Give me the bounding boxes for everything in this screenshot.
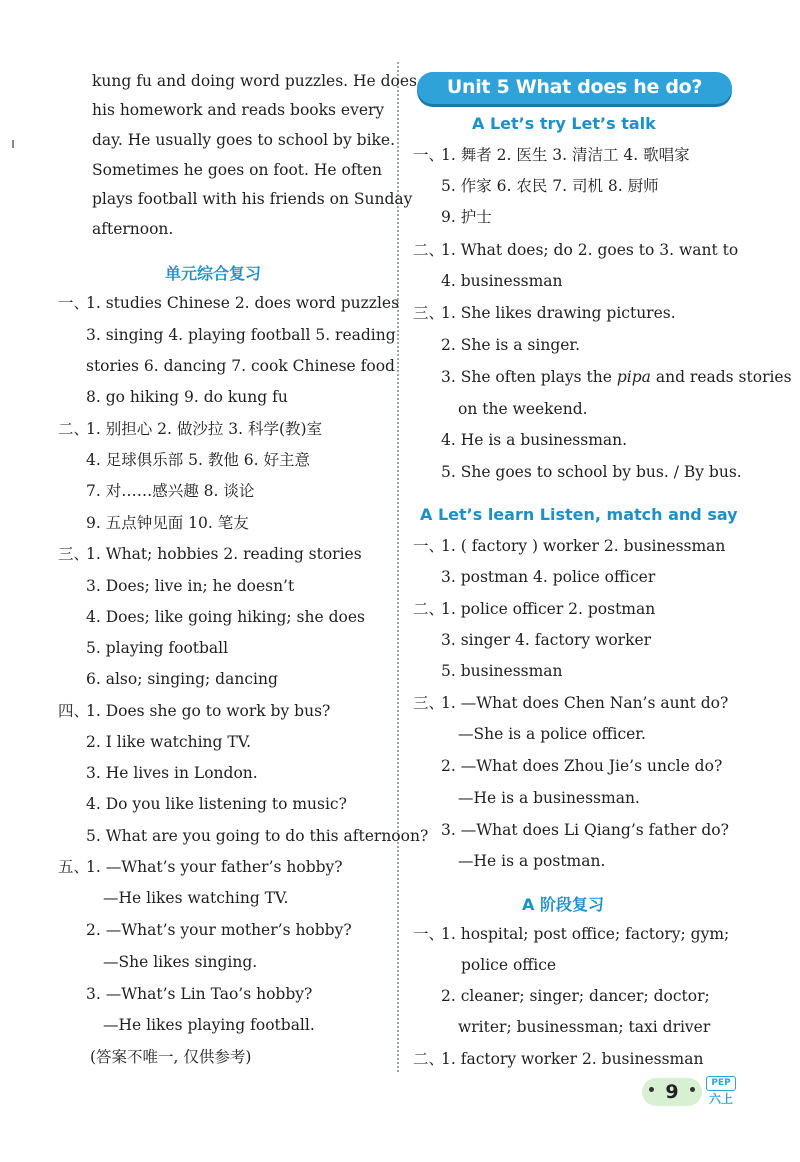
answer-line: —He is a businessman.	[458, 789, 640, 807]
review-section-title: 单元综合复习	[165, 264, 262, 283]
answer-line: —He likes playing football.	[103, 1016, 315, 1034]
answer-line: 4. 足球俱乐部 5. 教他 6. 好主意	[86, 451, 311, 469]
section-number: 一、	[413, 537, 445, 555]
answer-line: 1. factory worker 2. businessman	[441, 1050, 704, 1068]
answer-line: 5. businessman	[441, 662, 563, 680]
answer-line: 3. He lives in London.	[86, 764, 258, 782]
section-number: 三、	[413, 304, 445, 322]
grade-label: 六上	[708, 1092, 733, 1106]
section-number: 一、	[58, 294, 90, 312]
answer-line: 3. postman 4. police officer	[441, 568, 656, 586]
answer-line: —He is a postman.	[458, 852, 606, 870]
answer-line: 1. 别担心 2. 做沙拉 3. 科学(教)室	[86, 420, 323, 438]
story-line: Sometimes he goes on foot. He often	[92, 161, 382, 179]
answer-line: 1. ( factory ) worker 2. businessman	[441, 537, 726, 555]
answer-line: 4. businessman	[441, 272, 563, 290]
part-title: A Let’s learn Listen, match and say	[420, 505, 738, 524]
section-number: 一、	[413, 925, 445, 943]
story-line: afternoon.	[92, 220, 174, 238]
answer-line: 1. What; hobbies 2. reading stories	[86, 545, 362, 563]
page-number-badge	[642, 1078, 702, 1106]
answer-line: 1. She likes drawing pictures.	[441, 304, 676, 322]
page-number: 9	[665, 1081, 679, 1103]
answer-line: 5. She goes to school by bus. / By bus.	[441, 463, 742, 481]
part-title: A 阶段复习	[522, 895, 604, 914]
answer-line: 9. 护士	[441, 208, 492, 226]
part-title: A Let’s try Let’s talk	[472, 114, 656, 133]
story-line: day. He usually goes to school by bike.	[92, 131, 396, 149]
answer-line: 4. He is a businessman.	[441, 431, 628, 449]
answer-line: 3. —What’s Lin Tao’s hobby?	[86, 985, 313, 1003]
answer-note: (答案不唯一, 仅供参考)	[90, 1048, 252, 1066]
answer-line: 1. —What’s your father’s hobby?	[86, 858, 343, 876]
section-number: 二、	[413, 600, 445, 618]
answer-line: 1. Does she go to work by bus?	[86, 702, 331, 720]
answer-line: writer; businessman; taxi driver	[458, 1018, 711, 1036]
answer-line: 1. studies Chinese 2. does word puzzles	[86, 294, 400, 312]
section-number: 二、	[58, 420, 90, 438]
answer-line: —He likes watching TV.	[103, 889, 289, 907]
answer-line: 3. She often plays the pipa and reads stories	[441, 368, 792, 386]
answer-line: 1. police officer 2. postman	[441, 600, 656, 618]
answer-line: 1. —What does Chen Nan’s aunt do?	[441, 694, 729, 712]
answer-line: 3. —What does Li Qiang’s father do?	[441, 821, 729, 839]
answer-line: 4. Does; like going hiking; she does	[86, 608, 365, 626]
answer-line: 2. —What’s your mother’s hobby?	[86, 921, 352, 939]
answer-line: 3. singer 4. factory worker	[441, 631, 652, 649]
answer-line: on the weekend.	[458, 400, 588, 418]
section-number: 四、	[58, 702, 90, 720]
column-divider	[397, 62, 399, 1072]
section-number: 五、	[58, 858, 90, 876]
answer-line: 6. also; singing; dancing	[86, 670, 278, 688]
unit-title: Unit 5 What does he do?	[446, 76, 703, 98]
dot-icon	[690, 1087, 695, 1092]
answer-line: police office	[461, 956, 557, 974]
answer-line: stories 6. dancing 7. cook Chinese food	[86, 357, 395, 375]
edition-badge	[706, 1076, 736, 1108]
answer-line: 9. 五点钟见面 10. 笔友	[86, 514, 249, 532]
story-line: plays football with his friends on Sunday	[92, 190, 413, 208]
answer-line: 1. hospital; post office; factory; gym;	[441, 925, 730, 943]
section-number: 三、	[58, 545, 90, 563]
margin-mark	[12, 140, 14, 148]
story-line: his homework and reads books every	[92, 101, 385, 119]
answer-line: 3. Does; live in; he doesn’t	[86, 577, 295, 595]
answer-line: 5. playing football	[86, 639, 229, 657]
section-number: 三、	[413, 694, 445, 712]
answer-line: 2. I like watching TV.	[86, 733, 252, 751]
answer-line: 2. She is a singer.	[441, 336, 581, 354]
answer-line: —She is a police officer.	[458, 725, 646, 743]
section-number: 二、	[413, 241, 445, 259]
section-number: 二、	[413, 1050, 445, 1068]
story-line: kung fu and doing word puzzles. He does	[92, 72, 418, 90]
answer-line: 4. Do you like listening to music?	[86, 795, 347, 813]
answer-line: 1. What does; do 2. goes to 3. want to	[441, 241, 739, 259]
answer-line: 5. 作家 6. 农民 7. 司机 8. 厨师	[441, 177, 659, 195]
answer-line: 2. —What does Zhou Jie’s uncle do?	[441, 757, 723, 775]
edition-label: PEP	[706, 1076, 736, 1091]
answer-line: 8. go hiking 9. do kung fu	[86, 388, 288, 406]
answer-line: 5. What are you going to do this afternoon?	[86, 827, 429, 845]
answer-line: 2. cleaner; singer; dancer; doctor;	[441, 987, 710, 1005]
answer-line: 7. 对……感兴趣 8. 谈论	[86, 482, 255, 500]
section-number: 一、	[413, 146, 445, 164]
answer-line: 3. singing 4. playing football 5. reading	[86, 326, 396, 344]
unit-banner	[417, 72, 732, 104]
answer-line: —She likes singing.	[103, 953, 258, 971]
answer-line: 1. 舞者 2. 医生 3. 清洁工 4. 歌唱家	[441, 146, 690, 164]
